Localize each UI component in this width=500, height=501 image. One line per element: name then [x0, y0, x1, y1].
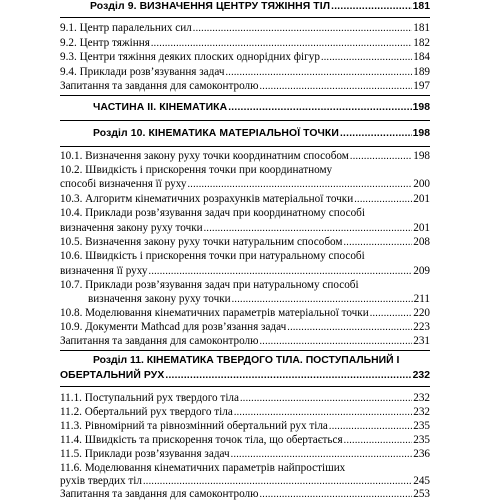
entry-page: 232	[413, 392, 430, 404]
toc-entry	[60, 66, 430, 79]
toc-entry	[60, 222, 430, 235]
entry-page: 235	[413, 420, 430, 432]
entry-label: Розділ 9. ВИЗНАЧЕННЯ ЦЕНТРУ ТЯЖІННЯ ТІЛ	[90, 1, 331, 12]
toc-entry	[60, 488, 430, 501]
toc-entry	[60, 279, 430, 292]
leader-dots	[370, 307, 413, 320]
leader-dots	[340, 127, 412, 140]
divider	[60, 350, 430, 351]
toc-entry	[60, 51, 430, 64]
entry-page: 197	[413, 80, 430, 92]
entry-page: 231	[413, 335, 430, 347]
entry-page: 235	[413, 434, 430, 446]
leader-dots	[225, 66, 412, 79]
toc-entry	[60, 150, 430, 163]
entry-page: 198	[412, 128, 430, 139]
toc-entry	[60, 307, 430, 320]
toc-entry	[60, 37, 430, 50]
toc-entry	[60, 392, 430, 405]
toc-entry	[60, 80, 430, 93]
entry-label: 10.4. Приклади розв’язування задач при координатному способі	[60, 207, 365, 219]
entry-label: 10.3. Алгоритм кінематичних розрахунків матеріальної точки	[60, 193, 354, 205]
leader-dots	[165, 369, 411, 382]
toc-entry	[60, 250, 430, 263]
entry-label: 10.9. Документи Mathcad для розв’язання задач	[60, 321, 287, 333]
entry-page: 232	[412, 370, 430, 381]
leader-dots	[204, 222, 413, 235]
toc-entry	[60, 207, 430, 220]
entry-page: 181	[412, 1, 430, 12]
entry-label: 10.8. Моделювання кінематичних параметрів матеріальної точки	[60, 307, 369, 319]
leader-dots	[350, 150, 412, 163]
leader-dots	[234, 406, 412, 419]
leader-dots	[259, 80, 412, 93]
leader-dots	[240, 392, 412, 405]
entry-page: 236	[413, 448, 430, 460]
leader-dots	[188, 178, 413, 191]
entry-label: 11.6. Моделювання кінематичних параметрів найпростіших	[60, 462, 346, 474]
entry-page: 232	[413, 406, 430, 418]
entry-label: 9.4. Приклади розв’язування задач	[60, 66, 225, 78]
leader-dots	[259, 488, 412, 501]
entry-page: 200	[413, 178, 430, 190]
toc-entry	[60, 236, 430, 249]
toc-entry	[60, 164, 430, 177]
leader-dots	[344, 236, 413, 249]
toc-entry	[60, 193, 430, 206]
toc-part-entry	[60, 101, 430, 114]
toc-entry	[60, 462, 430, 475]
entry-label: Розділ 10. КІНЕМАТИКА МАТЕРІАЛЬНОЇ ТОЧКИ	[93, 128, 339, 139]
leader-dots	[151, 37, 412, 50]
entry-page: 182	[413, 37, 430, 49]
leader-dots	[354, 193, 412, 206]
entry-label: Запитання та завдання для самоконтролю	[60, 80, 259, 92]
entry-page: 209	[413, 265, 430, 277]
toc-entry	[60, 335, 430, 348]
entry-page: 198	[412, 102, 430, 113]
entry-label: 10.2. Швидкість і прискорення точки при координатному	[60, 164, 333, 176]
leader-dots	[231, 448, 413, 461]
leader-dots	[143, 475, 412, 488]
divider	[60, 17, 430, 18]
toc-entry	[60, 420, 430, 433]
entry-label: способі визначення її руху	[60, 178, 187, 190]
divider	[60, 120, 430, 121]
entry-label: 10.6. Швидкість і прискорення точки при натуральному способі	[60, 250, 365, 262]
toc-entry	[60, 475, 430, 488]
toc-entry	[60, 406, 430, 419]
entry-label: 10.1. Визначення закону руху точки координатним способом	[60, 150, 349, 162]
toc-entry	[60, 321, 430, 334]
entry-page: 208	[413, 236, 430, 248]
entry-label: 11.1. Поступальний рух твердого тіла	[60, 392, 239, 404]
toc-entry	[60, 0, 430, 13]
entry-label: Запитання та завдання для самоконтролю	[60, 335, 259, 347]
entry-label: 9.3. Центри тяжіння деяких плоских однорідних фігур	[60, 51, 320, 63]
toc-entry	[60, 369, 430, 382]
leader-dots	[329, 420, 412, 433]
toc-entry	[60, 265, 430, 278]
entry-label: ОБЕРТАЛЬНИЙ РУХ	[60, 370, 165, 381]
entry-label: Розділ 11. КІНЕМАТИКА ТВЕРДОГО ТІЛА. ПОСТУПАЛЬНИЙ І	[93, 355, 400, 366]
entry-label: визначення закону руху точки	[88, 293, 231, 305]
entry-label: 10.7. Приклади розв’язування задач при натуральному способі	[60, 279, 359, 291]
entry-page: 184	[413, 51, 430, 63]
leader-dots	[331, 0, 412, 13]
entry-label: 9.2. Центр тяжіння	[60, 37, 150, 49]
entry-label: 11.3. Рівномірний та рівнозмінний обертальний рух тіла	[60, 420, 328, 432]
toc-entry	[60, 293, 430, 306]
divider	[60, 386, 430, 387]
leader-dots	[228, 101, 411, 114]
toc-entry	[60, 434, 430, 447]
entry-page: 211	[413, 293, 430, 305]
entry-page: 223	[413, 321, 430, 333]
entry-label: Запитання та завдання для самоконтролю	[60, 488, 259, 500]
toc-entry	[60, 448, 430, 461]
entry-page: 245	[413, 475, 430, 487]
entry-page: 220	[413, 307, 430, 319]
entry-label: визначення її руху	[60, 265, 148, 277]
toc-entry	[60, 354, 430, 367]
entry-label: 11.2. Обертальний рух твердого тіла	[60, 406, 233, 418]
leader-dots	[259, 335, 412, 348]
leader-dots	[287, 321, 412, 334]
toc-entry	[60, 22, 430, 35]
entry-page: 198	[413, 150, 430, 162]
entry-label: 11.5. Приклади розв’язування задач	[60, 448, 230, 460]
leader-dots	[193, 22, 412, 35]
leader-dots	[232, 293, 413, 306]
divider	[60, 95, 430, 96]
toc-entry	[60, 127, 430, 140]
entry-label: рухів твердих тіл	[60, 475, 142, 487]
entry-label: 10.5. Визначення закону руху точки натуральним способом	[60, 236, 343, 248]
entry-label: ЧАСТИНА ІІ. КІНЕМАТИКА	[93, 102, 228, 113]
entry-label: 9.1. Центр паралельних сил	[60, 22, 192, 34]
entry-page: 253	[413, 488, 430, 500]
toc-entry	[60, 178, 430, 191]
leader-dots	[321, 51, 412, 64]
divider	[60, 146, 430, 147]
entry-label: 11.4. Швидкість та прискорення точок тіла, що обертається	[60, 434, 343, 446]
entry-page: 189	[413, 66, 430, 78]
entry-page: 201	[413, 222, 430, 234]
entry-label: визначення закону руху точки	[60, 222, 203, 234]
leader-dots	[149, 265, 413, 278]
leader-dots	[344, 434, 413, 447]
entry-page: 181	[413, 22, 430, 34]
entry-page: 201	[413, 193, 430, 205]
